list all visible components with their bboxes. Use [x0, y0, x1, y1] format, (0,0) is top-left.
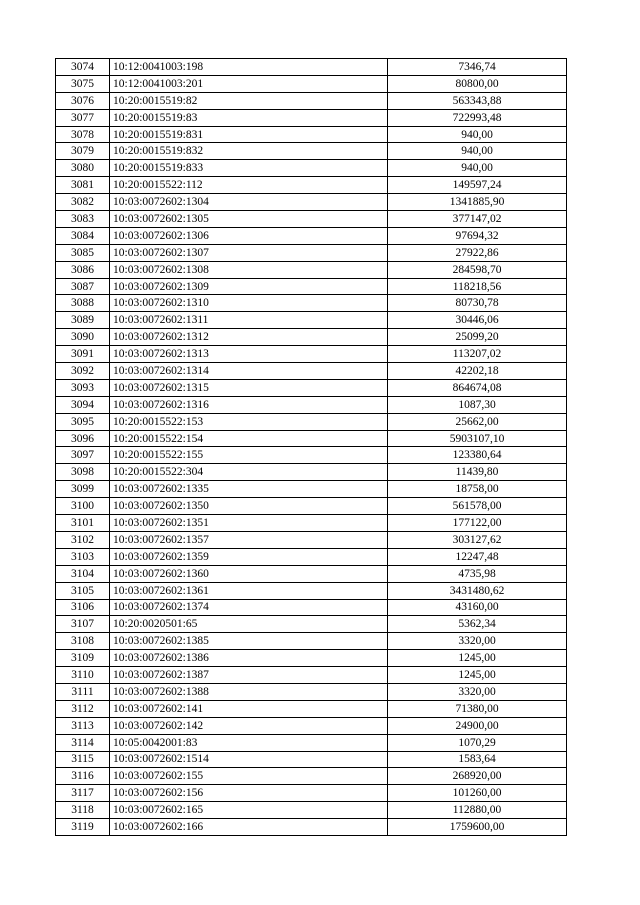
- value-cell: 11439,80: [388, 464, 567, 481]
- cadastral-number-cell: 10:03:0072602:1306: [110, 227, 388, 244]
- cadastral-number-cell: 10:03:0072602:1359: [110, 548, 388, 565]
- cadastral-number-cell: 10:20:0015519:831: [110, 126, 388, 143]
- row-number-cell: 3074: [56, 59, 110, 76]
- cadastral-number-cell: 10:03:0072602:1388: [110, 683, 388, 700]
- cadastral-number-cell: 10:03:0072602:1310: [110, 295, 388, 312]
- cadastral-number-cell: 10:03:0072602:1308: [110, 261, 388, 278]
- table-row: [56, 59, 567, 76]
- table-row: [56, 160, 567, 177]
- value-cell: 1245,00: [388, 667, 567, 684]
- cadastral-number-cell: 10:03:0072602:1335: [110, 481, 388, 498]
- value-cell: 268920,00: [388, 768, 567, 785]
- table-row: [56, 109, 567, 126]
- row-number-cell: 3089: [56, 312, 110, 329]
- cadastral-number-cell: 10:03:0072602:156: [110, 785, 388, 802]
- table-row: [56, 481, 567, 498]
- table-row: [56, 244, 567, 261]
- table-row: [56, 515, 567, 532]
- value-cell: 30446,06: [388, 312, 567, 329]
- value-cell: 1070,29: [388, 734, 567, 751]
- row-number-cell: 3116: [56, 768, 110, 785]
- row-number-cell: 3088: [56, 295, 110, 312]
- cadastral-number-cell: 10:03:0072602:1307: [110, 244, 388, 261]
- cadastral-number-cell: 10:03:0072602:1360: [110, 565, 388, 582]
- value-cell: 101260,00: [388, 785, 567, 802]
- row-number-cell: 3113: [56, 717, 110, 734]
- value-cell: 3320,00: [388, 683, 567, 700]
- table-row: [56, 194, 567, 211]
- value-cell: 3320,00: [388, 633, 567, 650]
- value-cell: 3431480,62: [388, 582, 567, 599]
- cadastral-number-cell: 10:03:0072602:1316: [110, 396, 388, 413]
- table-row: [56, 143, 567, 160]
- table-row: [56, 92, 567, 109]
- row-number-cell: 3096: [56, 430, 110, 447]
- cadastral-number-cell: 10:20:0015522:112: [110, 177, 388, 194]
- cadastral-number-cell: 10:03:0072602:1315: [110, 379, 388, 396]
- value-cell: 118218,56: [388, 278, 567, 295]
- table-row: [56, 447, 567, 464]
- table-row: [56, 548, 567, 565]
- value-cell: 940,00: [388, 160, 567, 177]
- value-cell: 25662,00: [388, 413, 567, 430]
- row-number-cell: 3112: [56, 700, 110, 717]
- row-number-cell: 3102: [56, 531, 110, 548]
- value-cell: 27922,86: [388, 244, 567, 261]
- table-row: [56, 126, 567, 143]
- table-row: [56, 734, 567, 751]
- row-number-cell: 3077: [56, 109, 110, 126]
- row-number-cell: 3082: [56, 194, 110, 211]
- value-cell: 42202,18: [388, 363, 567, 380]
- table-row: [56, 413, 567, 430]
- table-row: [56, 295, 567, 312]
- value-cell: 4735,98: [388, 565, 567, 582]
- row-number-cell: 3101: [56, 515, 110, 532]
- table-row: [56, 363, 567, 380]
- cadastral-number-cell: 10:03:0072602:1387: [110, 667, 388, 684]
- row-number-cell: 3080: [56, 160, 110, 177]
- cadastral-number-cell: 10:20:0015519:832: [110, 143, 388, 160]
- value-cell: 1759600,00: [388, 819, 567, 836]
- table-body: [56, 59, 567, 836]
- table-row: [56, 278, 567, 295]
- cadastral-number-cell: 10:20:0015522:154: [110, 430, 388, 447]
- row-number-cell: 3078: [56, 126, 110, 143]
- value-cell: 1245,00: [388, 650, 567, 667]
- row-number-cell: 3093: [56, 379, 110, 396]
- table-row: [56, 177, 567, 194]
- cadastral-number-cell: 10:03:0072602:1374: [110, 599, 388, 616]
- row-number-cell: 3084: [56, 227, 110, 244]
- cadastral-number-cell: 10:20:0015522:153: [110, 413, 388, 430]
- row-number-cell: 3092: [56, 363, 110, 380]
- table-row: [56, 819, 567, 836]
- value-cell: 24900,00: [388, 717, 567, 734]
- value-cell: 284598,70: [388, 261, 567, 278]
- value-cell: 563343,88: [388, 92, 567, 109]
- table-row: [56, 379, 567, 396]
- value-cell: 113207,02: [388, 346, 567, 363]
- table-row: [56, 329, 567, 346]
- row-number-cell: 3083: [56, 211, 110, 228]
- table-row: [56, 802, 567, 819]
- row-number-cell: 3090: [56, 329, 110, 346]
- cadastral-number-cell: 10:03:0072602:1304: [110, 194, 388, 211]
- cadastral-number-cell: 10:05:0042001:83: [110, 734, 388, 751]
- row-number-cell: 3114: [56, 734, 110, 751]
- row-number-cell: 3106: [56, 599, 110, 616]
- value-cell: 377147,02: [388, 211, 567, 228]
- row-number-cell: 3094: [56, 396, 110, 413]
- table-row: [56, 700, 567, 717]
- table-row: [56, 667, 567, 684]
- value-cell: 940,00: [388, 126, 567, 143]
- row-number-cell: 3091: [56, 346, 110, 363]
- row-number-cell: 3104: [56, 565, 110, 582]
- cadastral-number-cell: 10:20:0015519:83: [110, 109, 388, 126]
- value-cell: 1087,30: [388, 396, 567, 413]
- cadastral-number-cell: 10:03:0072602:1305: [110, 211, 388, 228]
- cadastral-number-cell: 10:03:0072602:1357: [110, 531, 388, 548]
- row-number-cell: 3079: [56, 143, 110, 160]
- row-number-cell: 3119: [56, 819, 110, 836]
- cadastral-number-cell: 10:03:0072602:1385: [110, 633, 388, 650]
- cadastral-number-cell: 10:20:0020501:65: [110, 616, 388, 633]
- cadastral-number-cell: 10:03:0072602:1361: [110, 582, 388, 599]
- table-row: [56, 312, 567, 329]
- cadastral-number-cell: 10:12:0041003:201: [110, 75, 388, 92]
- table-row: [56, 717, 567, 734]
- row-number-cell: 3087: [56, 278, 110, 295]
- table-row: [56, 785, 567, 802]
- table-row: [56, 633, 567, 650]
- table-row: [56, 464, 567, 481]
- table-row: [56, 582, 567, 599]
- cadastral-number-cell: 10:03:0072602:1514: [110, 751, 388, 768]
- value-cell: 112880,00: [388, 802, 567, 819]
- value-cell: 177122,00: [388, 515, 567, 532]
- cadastral-number-cell: 10:03:0072602:1314: [110, 363, 388, 380]
- value-cell: 149597,24: [388, 177, 567, 194]
- table-row: [56, 430, 567, 447]
- cadastral-number-cell: 10:03:0072602:1313: [110, 346, 388, 363]
- row-number-cell: 3111: [56, 683, 110, 700]
- value-cell: 18758,00: [388, 481, 567, 498]
- cadastral-value-table: [55, 58, 567, 836]
- cadastral-number-cell: 10:03:0072602:142: [110, 717, 388, 734]
- table-row: [56, 650, 567, 667]
- cadastral-number-cell: 10:03:0072602:1311: [110, 312, 388, 329]
- value-cell: 5903107,10: [388, 430, 567, 447]
- table-row: [56, 531, 567, 548]
- cadastral-number-cell: 10:03:0072602:1312: [110, 329, 388, 346]
- cadastral-number-cell: 10:03:0072602:1351: [110, 515, 388, 532]
- value-cell: 7346,74: [388, 59, 567, 76]
- value-cell: 722993,48: [388, 109, 567, 126]
- cadastral-number-cell: 10:12:0041003:198: [110, 59, 388, 76]
- value-cell: 80800,00: [388, 75, 567, 92]
- cadastral-number-cell: 10:20:0015519:82: [110, 92, 388, 109]
- table-row: [56, 261, 567, 278]
- table-row: [56, 211, 567, 228]
- row-number-cell: 3107: [56, 616, 110, 633]
- row-number-cell: 3109: [56, 650, 110, 667]
- value-cell: 864674,08: [388, 379, 567, 396]
- row-number-cell: 3086: [56, 261, 110, 278]
- table-row: [56, 75, 567, 92]
- row-number-cell: 3085: [56, 244, 110, 261]
- row-number-cell: 3097: [56, 447, 110, 464]
- cadastral-number-cell: 10:20:0015519:833: [110, 160, 388, 177]
- cadastral-number-cell: 10:03:0072602:1350: [110, 498, 388, 515]
- value-cell: 1583,64: [388, 751, 567, 768]
- table-row: [56, 683, 567, 700]
- value-cell: 1341885,90: [388, 194, 567, 211]
- value-cell: 5362,34: [388, 616, 567, 633]
- table-row: [56, 346, 567, 363]
- cadastral-number-cell: 10:03:0072602:1309: [110, 278, 388, 295]
- value-cell: 97694,32: [388, 227, 567, 244]
- cadastral-number-cell: 10:03:0072602:1386: [110, 650, 388, 667]
- value-cell: 303127,62: [388, 531, 567, 548]
- table-row: [56, 565, 567, 582]
- value-cell: 940,00: [388, 143, 567, 160]
- row-number-cell: 3100: [56, 498, 110, 515]
- value-cell: 25099,20: [388, 329, 567, 346]
- table-row: [56, 227, 567, 244]
- value-cell: 43160,00: [388, 599, 567, 616]
- row-number-cell: 3110: [56, 667, 110, 684]
- row-number-cell: 3076: [56, 92, 110, 109]
- row-number-cell: 3103: [56, 548, 110, 565]
- table-row: [56, 498, 567, 515]
- cadastral-number-cell: 10:03:0072602:141: [110, 700, 388, 717]
- row-number-cell: 3115: [56, 751, 110, 768]
- cadastral-number-cell: 10:03:0072602:155: [110, 768, 388, 785]
- row-number-cell: 3105: [56, 582, 110, 599]
- value-cell: 71380,00: [388, 700, 567, 717]
- table-row: [56, 396, 567, 413]
- cadastral-number-cell: 10:20:0015522:155: [110, 447, 388, 464]
- row-number-cell: 3075: [56, 75, 110, 92]
- row-number-cell: 3099: [56, 481, 110, 498]
- value-cell: 80730,78: [388, 295, 567, 312]
- cadastral-number-cell: 10:03:0072602:165: [110, 802, 388, 819]
- value-cell: 561578,00: [388, 498, 567, 515]
- row-number-cell: 3117: [56, 785, 110, 802]
- table-row: [56, 599, 567, 616]
- table-row: [56, 616, 567, 633]
- row-number-cell: 3095: [56, 413, 110, 430]
- row-number-cell: 3081: [56, 177, 110, 194]
- cadastral-number-cell: 10:03:0072602:166: [110, 819, 388, 836]
- row-number-cell: 3098: [56, 464, 110, 481]
- table-row: [56, 751, 567, 768]
- row-number-cell: 3108: [56, 633, 110, 650]
- cadastral-number-cell: 10:20:0015522:304: [110, 464, 388, 481]
- table-row: [56, 768, 567, 785]
- row-number-cell: 3118: [56, 802, 110, 819]
- value-cell: 123380,64: [388, 447, 567, 464]
- value-cell: 12247,48: [388, 548, 567, 565]
